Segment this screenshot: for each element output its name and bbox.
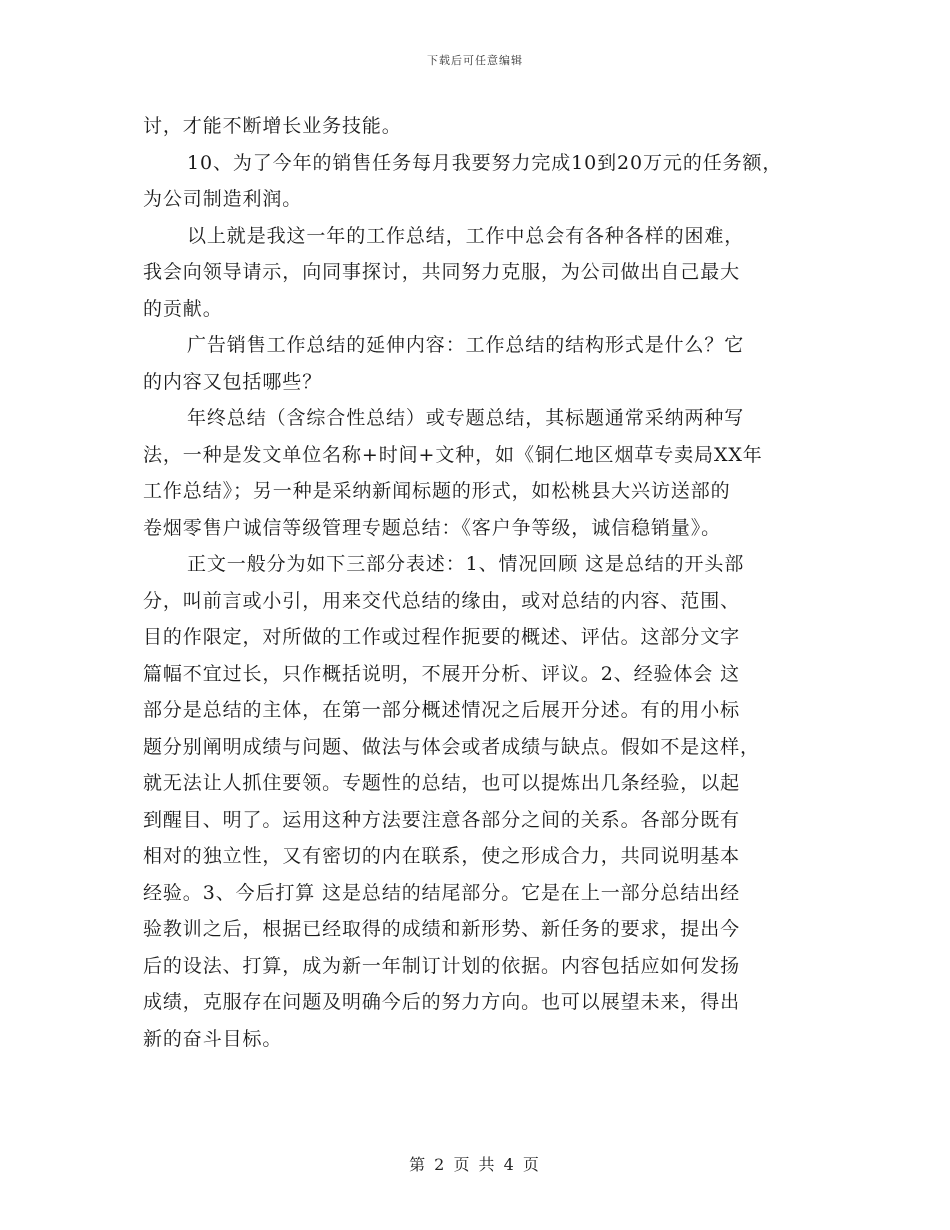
body-line: 以上就是我这一年的工作总结，工作中总会有各种各样的困难， [187, 224, 745, 247]
body-line: 到醒目、明了。运用这种方法要注意各部分之间的关系。各部分既有 [143, 808, 741, 831]
page-number-footer: 第 2 页 共 4 页 [409, 1155, 541, 1174]
body-line: 目的作限定，对所做的工作或过程作扼要的概述、评估。这部分文字 [143, 626, 741, 648]
body-line: 就无法让人抓住要领。专题性的总结，也可以提炼出几条经验，以起 [143, 772, 741, 794]
body-line: 题分别阐明成绩与问题、做法与体会或者成绩与缺点。假如不是这样， [143, 735, 760, 758]
body-line: 讨，才能不断增长业务技能。 [143, 115, 402, 137]
body-line: 的贡献。 [143, 297, 223, 320]
body-line: 正文一般分为如下三部分表述：1、情况回顾 这是总结的开头部 [187, 553, 745, 575]
body-line: 验教训之后，根据已经取得的成绩和新形势、新任务的要求，提出今 [143, 918, 741, 940]
body-line: 经验。3、今后打算 这是总结的结尾部分。它是在上一部分总结出经 [143, 881, 741, 904]
body-line: 广告销售工作总结的延伸内容：工作总结的结构形式是什么？它 [187, 334, 745, 356]
body-line: 的内容又包括哪些？ [143, 370, 323, 393]
body-line: 后的设法、打算，成为新一年制订计划的依据。内容包括应如何发扬 [143, 954, 741, 977]
body-line: 10、为了今年的销售任务每月我要努力完成10到20万元的任务额， [187, 151, 783, 174]
body-line: 相对的独立性，又有密切的内在联系，使之形成合力，共同说明基本 [143, 845, 741, 867]
body-line: 新的奋斗目标。 [143, 1027, 283, 1050]
body-line: 篇幅不宜过长，只作概括说明，不展开分析、评议。2、经验体会 这 [143, 662, 741, 685]
body-line: 法，一种是发文单位名称+时间+文种，如《铜仁地区烟草专卖局XX年 [143, 443, 763, 466]
document-body [143, 108, 809, 1057]
body-line: 工作总结》；另一种是采纳新闻标题的形式，如松桃县大兴访送部的 [143, 480, 731, 502]
page-header-note: 下载后可任意编辑 [427, 54, 523, 67]
body-line: 年终总结（含综合性总结）或专题总结，其标题通常采纳两种写 [187, 407, 745, 429]
body-line: 为公司制造利润。 [143, 188, 303, 210]
body-line: 分，叫前言或小引，用来交代总结的缘由，或对总结的内容、范围、 [143, 589, 741, 612]
body-line: 部分是总结的主体，在第一部分概述情况之后展开分述。有的用小标 [143, 699, 741, 721]
body-line: 成绩，克服存在问题及明确今后的努力方向。也可以展望未来，得出 [143, 991, 741, 1013]
body-line: 卷烟零售户诚信等级管理专题总结：《客户争等级，诚信稳销量》。 [143, 516, 722, 539]
body-line: 我会向领导请示，向同事探讨，共同努力克服，为公司做出自己最大 [143, 261, 741, 283]
